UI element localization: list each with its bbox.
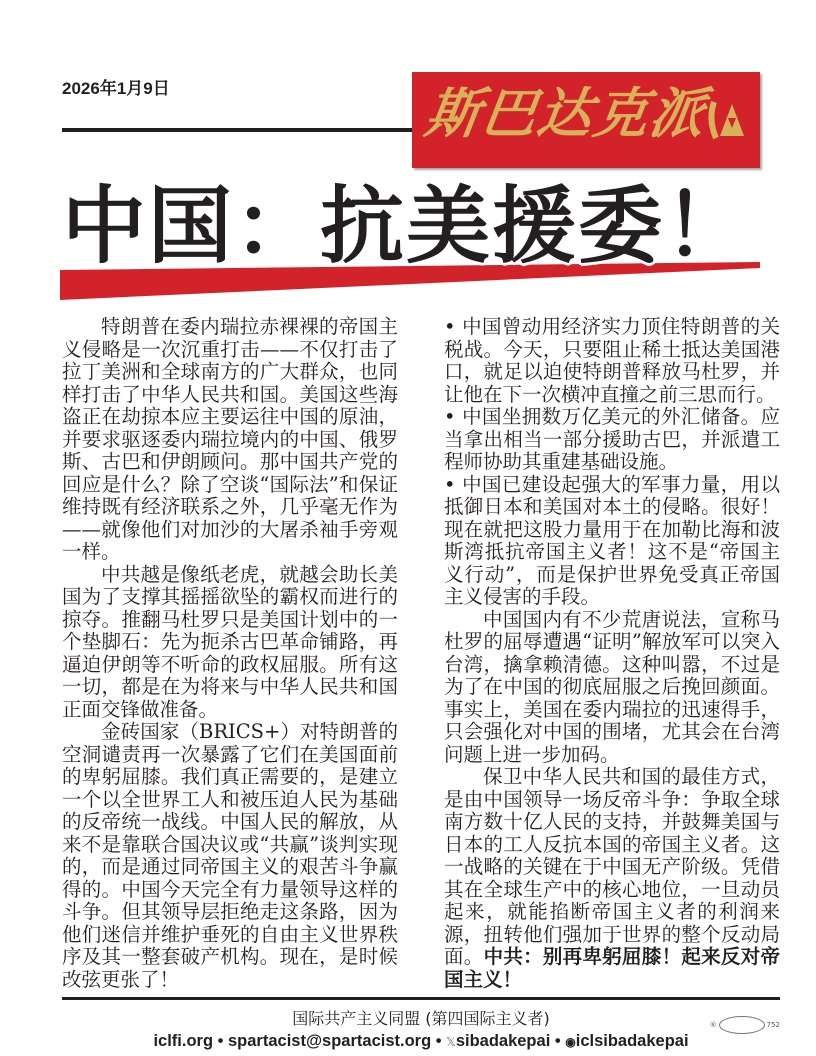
- bullet-point: • 中国坐拥数万亿美元的外汇储备。应当拿出相当一部分援助古巴，并派遣工程师协助其重建基础设施。: [444, 405, 780, 473]
- masthead: [412, 72, 760, 168]
- spartacist-logo-icon: [706, 96, 746, 144]
- article-paragraph: 中国国内有不少荒唐说法，宣称马杜罗的屈辱遭遇“证明”解放军可以突入台湾，擒拿赖清德。这种叫嚣，不过是为了在中国的彻底屈服之后挽回颜面。事实上，美国在委内瑞拉的迅速得手，只会强化对中国的围堵，尤其会在台湾问题上进一步加码。: [444, 607, 780, 766]
- union-bug: [710, 1016, 780, 1034]
- footer-contacts: [62, 1030, 780, 1053]
- paragraph-text: 保卫中华人民共和国的最佳方式，是由中国领导一场反帝斗争：争取全球南方数十亿人民的支持，并鼓舞美国与日本的工人反抗本国的帝国主义者。这一战略的关键在于中国无产阶级。凭借其在全球生产中的核心地位，一旦动员起来，就能掐断帝国主义者的利润来源，扭转他们强加于世界的整个反动局面。: [444, 765, 780, 968]
- article-paragraph: [444, 766, 780, 991]
- footer: [62, 1000, 780, 1053]
- article-left-column: [62, 316, 398, 991]
- social-icon: ◉: [565, 1035, 576, 1049]
- union-bug-number: 752: [766, 1021, 780, 1029]
- union-bug-icon: ®: [709, 1021, 717, 1029]
- article-right-column: [444, 316, 780, 991]
- x-handle-link[interactable]: sibadakepai: [455, 1032, 551, 1050]
- masthead-title: 斯巴达克派: [421, 81, 711, 145]
- article-paragraph: 金砖国家（BRICS+）对特朗普的空洞谴责再一次暴露了它们在美国面前的卑躬屈膝。我们真正需要的，是建立一个以全世界工人和被压迫人民为基础的反帝统一战线。中国人民的解放，从来不是靠联合国决议或“共赢”谈判实现的，而是通过同帝国主义的艰苦斗争赢得的。中国今天完全有力量领导这样的斗争。但其领导层拒绝走这条路，因为他们迷信并维护垂死的自由主义世界秩序及其一整套破产机构。现在，是时候改弦更张了！: [62, 720, 398, 991]
- article-paragraph: 特朗普在委内瑞拉赤裸裸的帝国主义侵略是一次沉重打击——不仅打击了拉丁美洲和全球南方的广大群众，也同样打击了中华人民共和国。美国这些海盗正在劫掠本应主要运往中国的原油，并要求驱逐委内瑞拉境内的中国、俄罗斯、古巴和伊朗顾问。那中国共产党的回应是什么？除了空谈“国际法”和保证维持既有经济联系之外，几乎毫无作为——就像他们对加沙的大屠杀袖手旁观一样。: [62, 315, 398, 563]
- footer-organization: 国际共产主义同盟 (第四国际主义者): [292, 1009, 550, 1028]
- social-handle-link[interactable]: iclsibadakepai: [575, 1032, 689, 1050]
- headline: 中国：抗美援委！: [62, 179, 751, 273]
- bullet-point: • 中国已建设起强大的军事力量，用以抵御日本和美国对本土的侵略。很好！现在就把这股力量用于在加勒比海和波斯湾抵抗帝国主义者！这不是“帝国主义行动”，而是保护世界免受真正帝国主义侵害的手段。: [444, 472, 780, 608]
- separator: •: [554, 1032, 561, 1050]
- closing-slogan: 中共：别再卑躬屈膝！起来反对帝国主义！: [444, 945, 780, 991]
- separator: •: [435, 1032, 442, 1050]
- issue-date: 2026年1月9日: [62, 79, 170, 98]
- website-link[interactable]: iclfi.org: [153, 1032, 214, 1050]
- union-bug-oval-icon: [719, 1016, 765, 1034]
- email-link[interactable]: spartacist@spartacist.org: [228, 1032, 432, 1050]
- separator: •: [217, 1032, 224, 1050]
- article-paragraph: 中共越是像纸老虎，就越会助长美国为了支撑其摇摇欲坠的霸权而进行的掠夺。推翻马杜罗只是美国计划中的一个垫脚石：先为扼杀古巴革命铺路，再逼迫伊朗等不听命的政权屈服。所有这一切，都是在为将来与中华人民共和国正面交锋做准备。: [62, 562, 398, 721]
- article-body: [62, 316, 780, 1053]
- article-columns: [62, 316, 780, 991]
- x-icon: 𝕏: [446, 1035, 456, 1049]
- top-rule: [62, 128, 414, 132]
- bullet-point: • 中国曾动用经济实力顶住特朗普的关税战。今天，只要阻止稀土抵达美国港口，就足以迫使特朗普释放马杜罗，并让他在下一次横冲直撞之前三思而行。: [444, 315, 780, 406]
